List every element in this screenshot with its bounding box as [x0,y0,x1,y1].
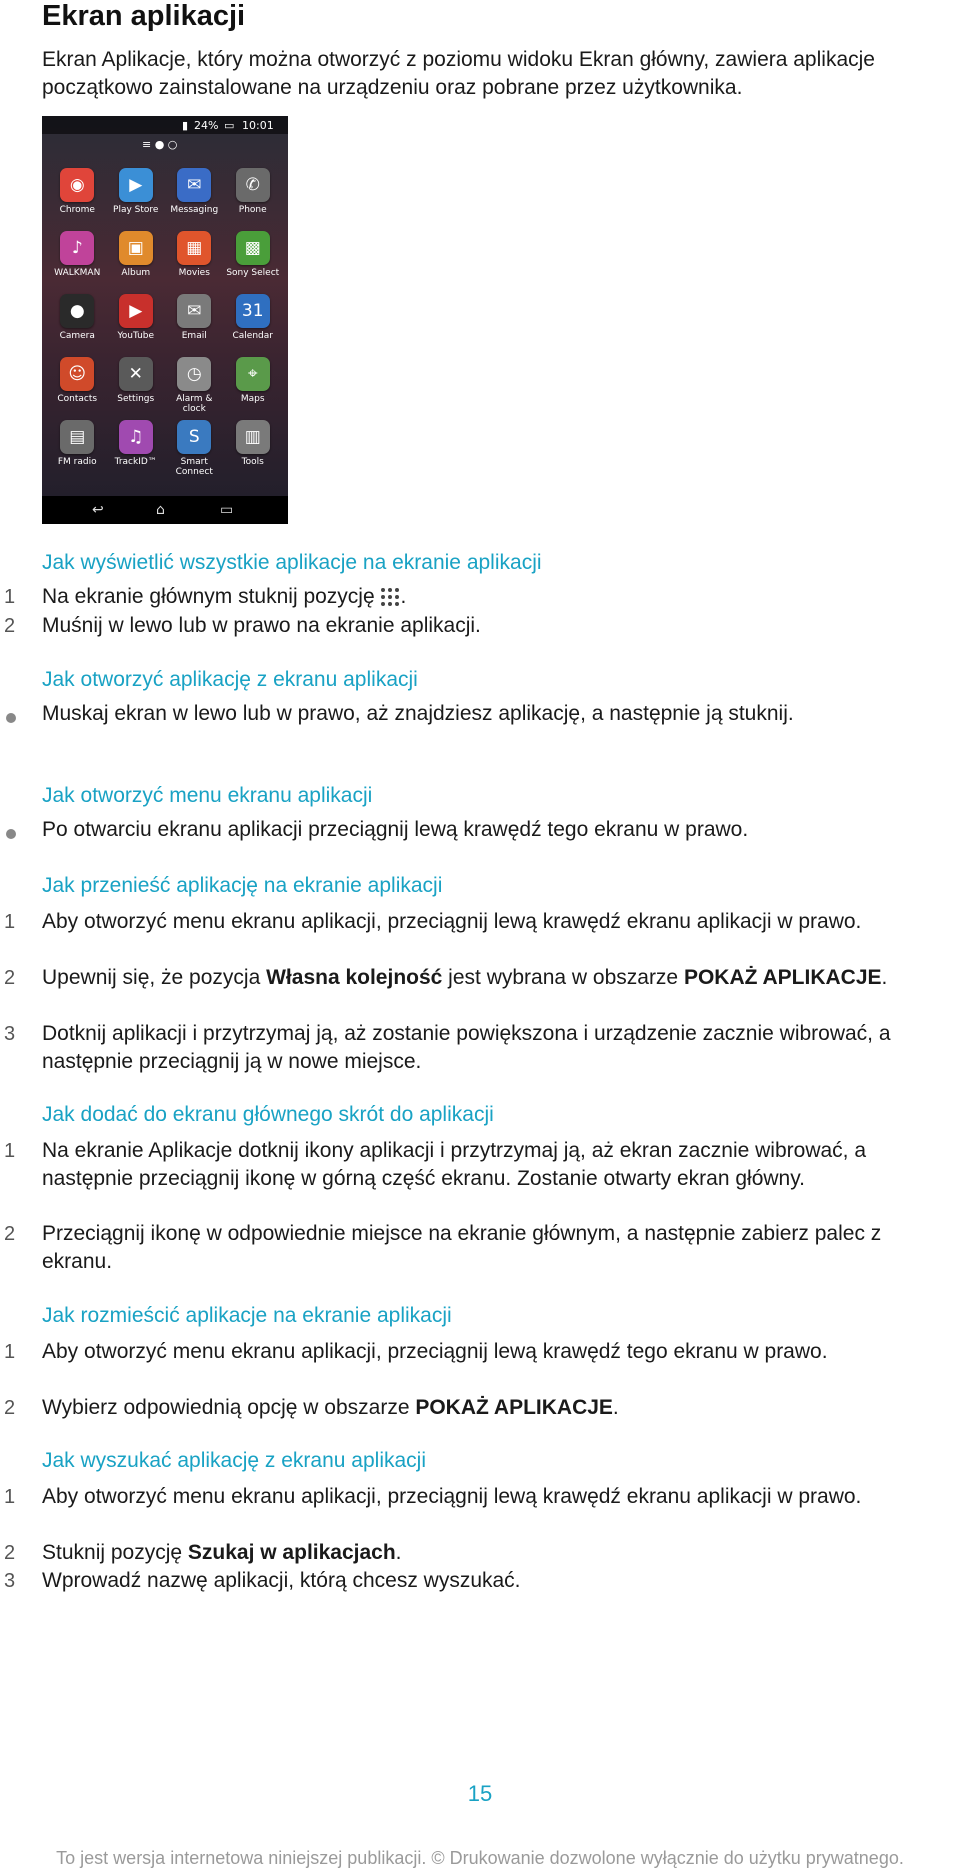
section-title: Jak przenieść aplikację na ekranie aplikacji [42,874,443,897]
phone-icon: ✆ [236,168,270,202]
phone-status-bar [42,116,288,134]
back-icon: ↩ [92,502,104,518]
battery-level: 24% [194,119,219,132]
app-label: TrackID™ [114,457,157,467]
footer-note: To jest wersja internetowa niniejszej publikacji. © Drukowanie dozwolone wyłącznie do użytku prywatnego. [56,1848,904,1868]
signal-icon: ▮ [182,119,189,132]
app-label: Album [121,268,151,278]
step-text: Muskaj ekran w lewo lub w prawo, aż znajdziesz aplikację, a następnie ją stuknij. [42,702,794,725]
app-screen-screenshot [42,116,288,524]
step-text: Na ekranie Aplikacje dotknij ikony aplikacji i przytrzymaj ją, aż ekran zacznie wibrować, a następnie przeciągnij ikonę w górną część ekranu. Zostanie otwarty ekran główny. [42,1139,867,1190]
clock-icon: ◷ [177,357,211,391]
play-store-icon: ▶ [119,168,153,202]
album-icon: ▣ [119,231,153,265]
maps-icon: ⌖ [236,357,270,391]
app-label: YouTube [117,331,155,341]
section-title: Jak rozmieścić aplikacje na ekranie aplikacji [42,1304,452,1327]
calendar-icon: 31 [236,294,270,328]
status-time: 10:01 [242,119,274,132]
app-tile [224,166,283,229]
app-label: Phone [238,205,267,215]
step-number: 2 [4,1397,16,1419]
page-title: Ekran aplikacji [42,0,246,32]
app-label: Settings [117,394,155,404]
chrome-icon: ◉ [60,168,94,202]
app-label: Play Store [113,205,159,215]
settings-icon: ✕ [119,357,153,391]
app-label: Sony Select [226,268,280,278]
phone-nav-bar [42,496,288,524]
app-label: Movies [178,268,210,278]
smart-connect-icon: S [177,420,211,454]
step-number: 1 [4,911,16,933]
page-number: 15 [467,1781,493,1806]
app-tile [107,355,166,418]
app-tile [48,418,107,481]
section-title: Jak wyszukać aplikację z ekranu aplikacji [42,1449,426,1472]
app-tile [165,355,224,418]
bullet [6,829,16,839]
app-tile [107,229,166,292]
app-label: Calendar [232,331,273,341]
email-icon: ✉ [177,294,211,328]
camera-icon: ● [60,294,94,328]
step-number: 3 [4,1570,16,1592]
app-tile [48,166,107,229]
contacts-icon: ☺ [60,357,94,391]
app-tile [48,355,107,418]
app-tile [48,229,107,292]
step-text: Stuknij pozycję Szukaj w aplikacjach. [42,1541,402,1564]
step-number: 1 [4,1140,16,1162]
app-tile [107,292,166,355]
step-number: 2 [4,615,16,637]
app-tile [165,229,224,292]
step-number: 3 [4,1023,16,1045]
section-title: Jak otworzyć menu ekranu aplikacji [42,784,373,807]
tools-icon: ▥ [236,420,270,454]
intro-paragraph: Ekran Aplikacje, który można otworzyć z poziomu widoku Ekran główny, zawiera aplikacje początkowo zainstalowane na urządzeniu oraz pobrane przez użytkownika. [42,48,875,99]
radio-icon: ▤ [60,420,94,454]
app-label: FM radio [57,457,97,467]
app-tile [165,418,224,481]
app-label: Camera [59,331,95,341]
step-number: 2 [4,1542,16,1564]
app-tile [107,166,166,229]
youtube-icon: ▶ [119,294,153,328]
step-text: Upewnij się, że pozycja Własna kolejność jest wybrana w obszarze POKAŻ APLIKACJE. [42,966,888,989]
step-text: Wybierz odpowiednią opcję w obszarze POKAŻ APLIKACJE. [42,1396,619,1419]
sony-select-icon: ▩ [236,231,270,265]
app-tile [165,292,224,355]
step-number: 1 [4,1341,16,1363]
section-title: Jak otworzyć aplikację z ekranu aplikacji [42,668,418,691]
battery-icon: ▭ [224,119,235,132]
step-text: Aby otworzyć menu ekranu aplikacji, przeciągnij lewą krawędź tego ekranu w prawo. [42,1340,828,1363]
app-tile [224,292,283,355]
section-title: Jak dodać do ekranu głównego skrót do aplikacji [42,1103,494,1126]
trackid-icon: ♫ [119,420,153,454]
step-text: Dotknij aplikacji i przytrzymaj ją, aż zostanie powiększona i urządzenie zacznie wibrować, a następnie przeciągnij ją w nowe miejsce. [42,1022,891,1073]
app-label: Maps [240,394,265,404]
app-label: Smart Connect [175,457,213,477]
page-indicator: ≡ ● ○ [142,138,178,151]
app-tile [107,418,166,481]
step-number: 1 [4,586,16,608]
step-text: Wprowadź nazwę aplikacji, którą chcesz wyszukać. [42,1569,521,1592]
step-text: Na ekranie głównym stuknij pozycję . [42,585,407,608]
app-grid [48,166,282,481]
app-tile [224,229,283,292]
app-label: Contacts [57,394,98,404]
step-number: 1 [4,1486,16,1508]
movies-icon: ▦ [177,231,211,265]
section-title: Jak wyświetlić wszystkie aplikacje na ekranie aplikacji [42,551,542,574]
messaging-icon: ✉ [177,168,211,202]
home-icon: ⌂ [156,502,165,518]
step-text: Aby otworzyć menu ekranu aplikacji, przeciągnij lewą krawędź ekranu aplikacji w prawo. [42,1485,862,1508]
app-tile [224,418,283,481]
apps-grid-icon [380,588,400,606]
app-tile [165,166,224,229]
step-number: 2 [4,967,16,989]
step-text: Muśnij w lewo lub w prawo na ekranie aplikacji. [42,614,481,637]
app-tile [48,292,107,355]
bullet [6,713,16,723]
step-number: 2 [4,1223,16,1245]
app-label: Tools [241,457,264,467]
app-tile [224,355,283,418]
app-label: Email [181,331,207,341]
app-label: WALKMAN [54,268,101,278]
app-label: Messaging [170,205,219,215]
walkman-icon: ♪ [60,231,94,265]
step-text: Aby otworzyć menu ekranu aplikacji, przeciągnij lewą krawędź ekranu aplikacji w prawo. [42,910,862,933]
app-label: Chrome [59,205,95,215]
recent-apps-icon: ▭ [220,502,234,518]
step-text: Przeciągnij ikonę w odpowiednie miejsce na ekranie głównym, a następnie zabierz palec z ekranu. [42,1222,882,1273]
step-text: Po otwarciu ekranu aplikacji przeciągnij lewą krawędź tego ekranu w prawo. [42,818,749,841]
app-label: Alarm & clock [176,394,213,414]
